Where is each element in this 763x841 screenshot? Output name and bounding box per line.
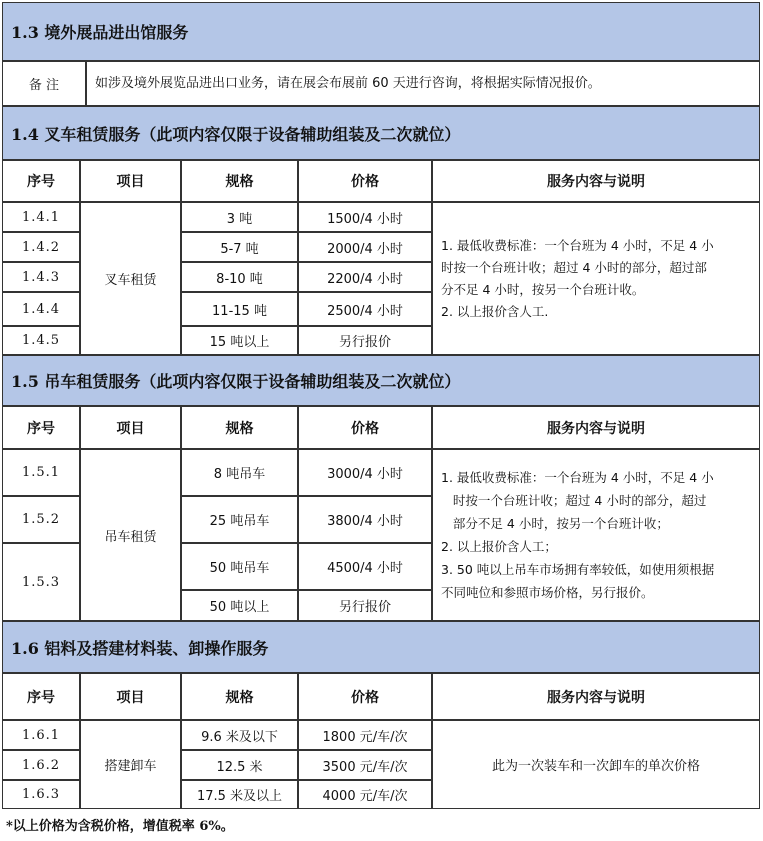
spec-cell: 11-15 吨 xyxy=(181,292,298,326)
price-cell: 3500 元/车/次 xyxy=(298,750,432,780)
section-1-5-title: 1.5 吊车租赁服务（此项内容仅限于设备辅助组装及二次就位） xyxy=(2,355,760,406)
forklift-description: 1. 最低收费标准：一个台班为 4 小时，不足 4 小 时按一个台班计收；超过 4 小时的部分，超过部 分不足 4 小时，按另一个台班计收。 2. 以上报价含人工. xyxy=(432,202,760,355)
item-forklift: 叉车租赁 xyxy=(80,202,181,355)
spec-cell: 12.5 米 xyxy=(181,750,298,780)
item-crane: 吊车租赁 xyxy=(80,449,181,621)
section-1-3-title: 1.3 境外展品进出馆服务 xyxy=(2,2,760,61)
table-row-no: 1.6.1 xyxy=(2,720,80,750)
header-price: 价格 xyxy=(298,406,432,449)
section-1-4-title: 1.4 叉车租赁服务（此项内容仅限于设备辅助组装及二次就位） xyxy=(2,106,760,160)
table-row-no: 1.4.2 xyxy=(2,232,80,262)
table-row-no: 1.4.3 xyxy=(2,262,80,292)
table-row-no: 1.4.1 xyxy=(2,202,80,232)
spec-cell: 17.5 米及以上 xyxy=(181,780,298,809)
section-1-6-title: 1.6 铝料及搭建材料装、卸操作服务 xyxy=(2,621,760,673)
header-no: 序号 xyxy=(2,406,80,449)
spec-cell: 9.6 米及以下 xyxy=(181,720,298,750)
price-cell: 3000/4 小时 xyxy=(298,449,432,496)
price-cell: 4000 元/车/次 xyxy=(298,780,432,809)
table-row-no: 1.5.2 xyxy=(2,496,80,543)
header-desc: 服务内容与说明 xyxy=(432,673,760,720)
header-item: 项目 xyxy=(80,406,181,449)
item-unloading: 搭建卸车 xyxy=(80,720,181,809)
price-cell: 2200/4 小时 xyxy=(298,262,432,292)
table-row-no: 1.4.4 xyxy=(2,292,80,326)
crane-description: 1. 最低收费标准：一个台班为 4 小时，不足 4 小 时按一个台班计收；超过 4 小时的部分，超过 部分不足 4 小时，按另一个台班计收； 2. 以上报价含人工； 3. 50 吨以上吊车市场拥有率较低，如使用须根据 不同吨位和参照市场价格，另行报价。 xyxy=(432,449,760,621)
spec-cell: 25 吨吊车 xyxy=(181,496,298,543)
header-spec: 规格 xyxy=(181,160,298,202)
table-row-no: 1.4.5 xyxy=(2,326,80,355)
spec-cell: 50 吨以上 xyxy=(181,590,298,621)
header-desc: 服务内容与说明 xyxy=(432,406,760,449)
unloading-description: 此为一次装车和一次卸车的单次价格 xyxy=(432,720,760,809)
header-item: 项目 xyxy=(80,160,181,202)
header-desc: 服务内容与说明 xyxy=(432,160,760,202)
header-price: 价格 xyxy=(298,160,432,202)
price-cell: 4500/4 小时 xyxy=(298,543,432,590)
tax-footnote: *以上价格为含税价格，增值税率 6%。 xyxy=(6,819,234,834)
price-cell: 另行报价 xyxy=(298,326,432,355)
price-cell: 1500/4 小时 xyxy=(298,202,432,232)
price-cell: 3800/4 小时 xyxy=(298,496,432,543)
table-row-no: 1.6.2 xyxy=(2,750,80,780)
spec-cell: 3 吨 xyxy=(181,202,298,232)
spec-cell: 8 吨吊车 xyxy=(181,449,298,496)
spec-cell: 5-7 吨 xyxy=(181,232,298,262)
spec-cell: 50 吨吊车 xyxy=(181,543,298,590)
header-spec: 规格 xyxy=(181,406,298,449)
header-no: 序号 xyxy=(2,673,80,720)
header-price: 价格 xyxy=(298,673,432,720)
price-cell: 1800 元/车/次 xyxy=(298,720,432,750)
note-label: 备 注 xyxy=(2,61,86,106)
price-cell: 2000/4 小时 xyxy=(298,232,432,262)
header-item: 项目 xyxy=(80,673,181,720)
table-row-no: 1.6.3 xyxy=(2,780,80,809)
table-row-no: 1.5.3 xyxy=(2,543,80,621)
price-cell: 2500/4 小时 xyxy=(298,292,432,326)
header-spec: 规格 xyxy=(181,673,298,720)
note-text: 如涉及境外展览品进出口业务，请在展会布展前 60 天进行咨询，将根据实际情况报价。 xyxy=(86,61,760,106)
table-row-no: 1.5.1 xyxy=(2,449,80,496)
spec-cell: 15 吨以上 xyxy=(181,326,298,355)
price-cell: 另行报价 xyxy=(298,590,432,621)
spec-cell: 8-10 吨 xyxy=(181,262,298,292)
header-no: 序号 xyxy=(2,160,80,202)
